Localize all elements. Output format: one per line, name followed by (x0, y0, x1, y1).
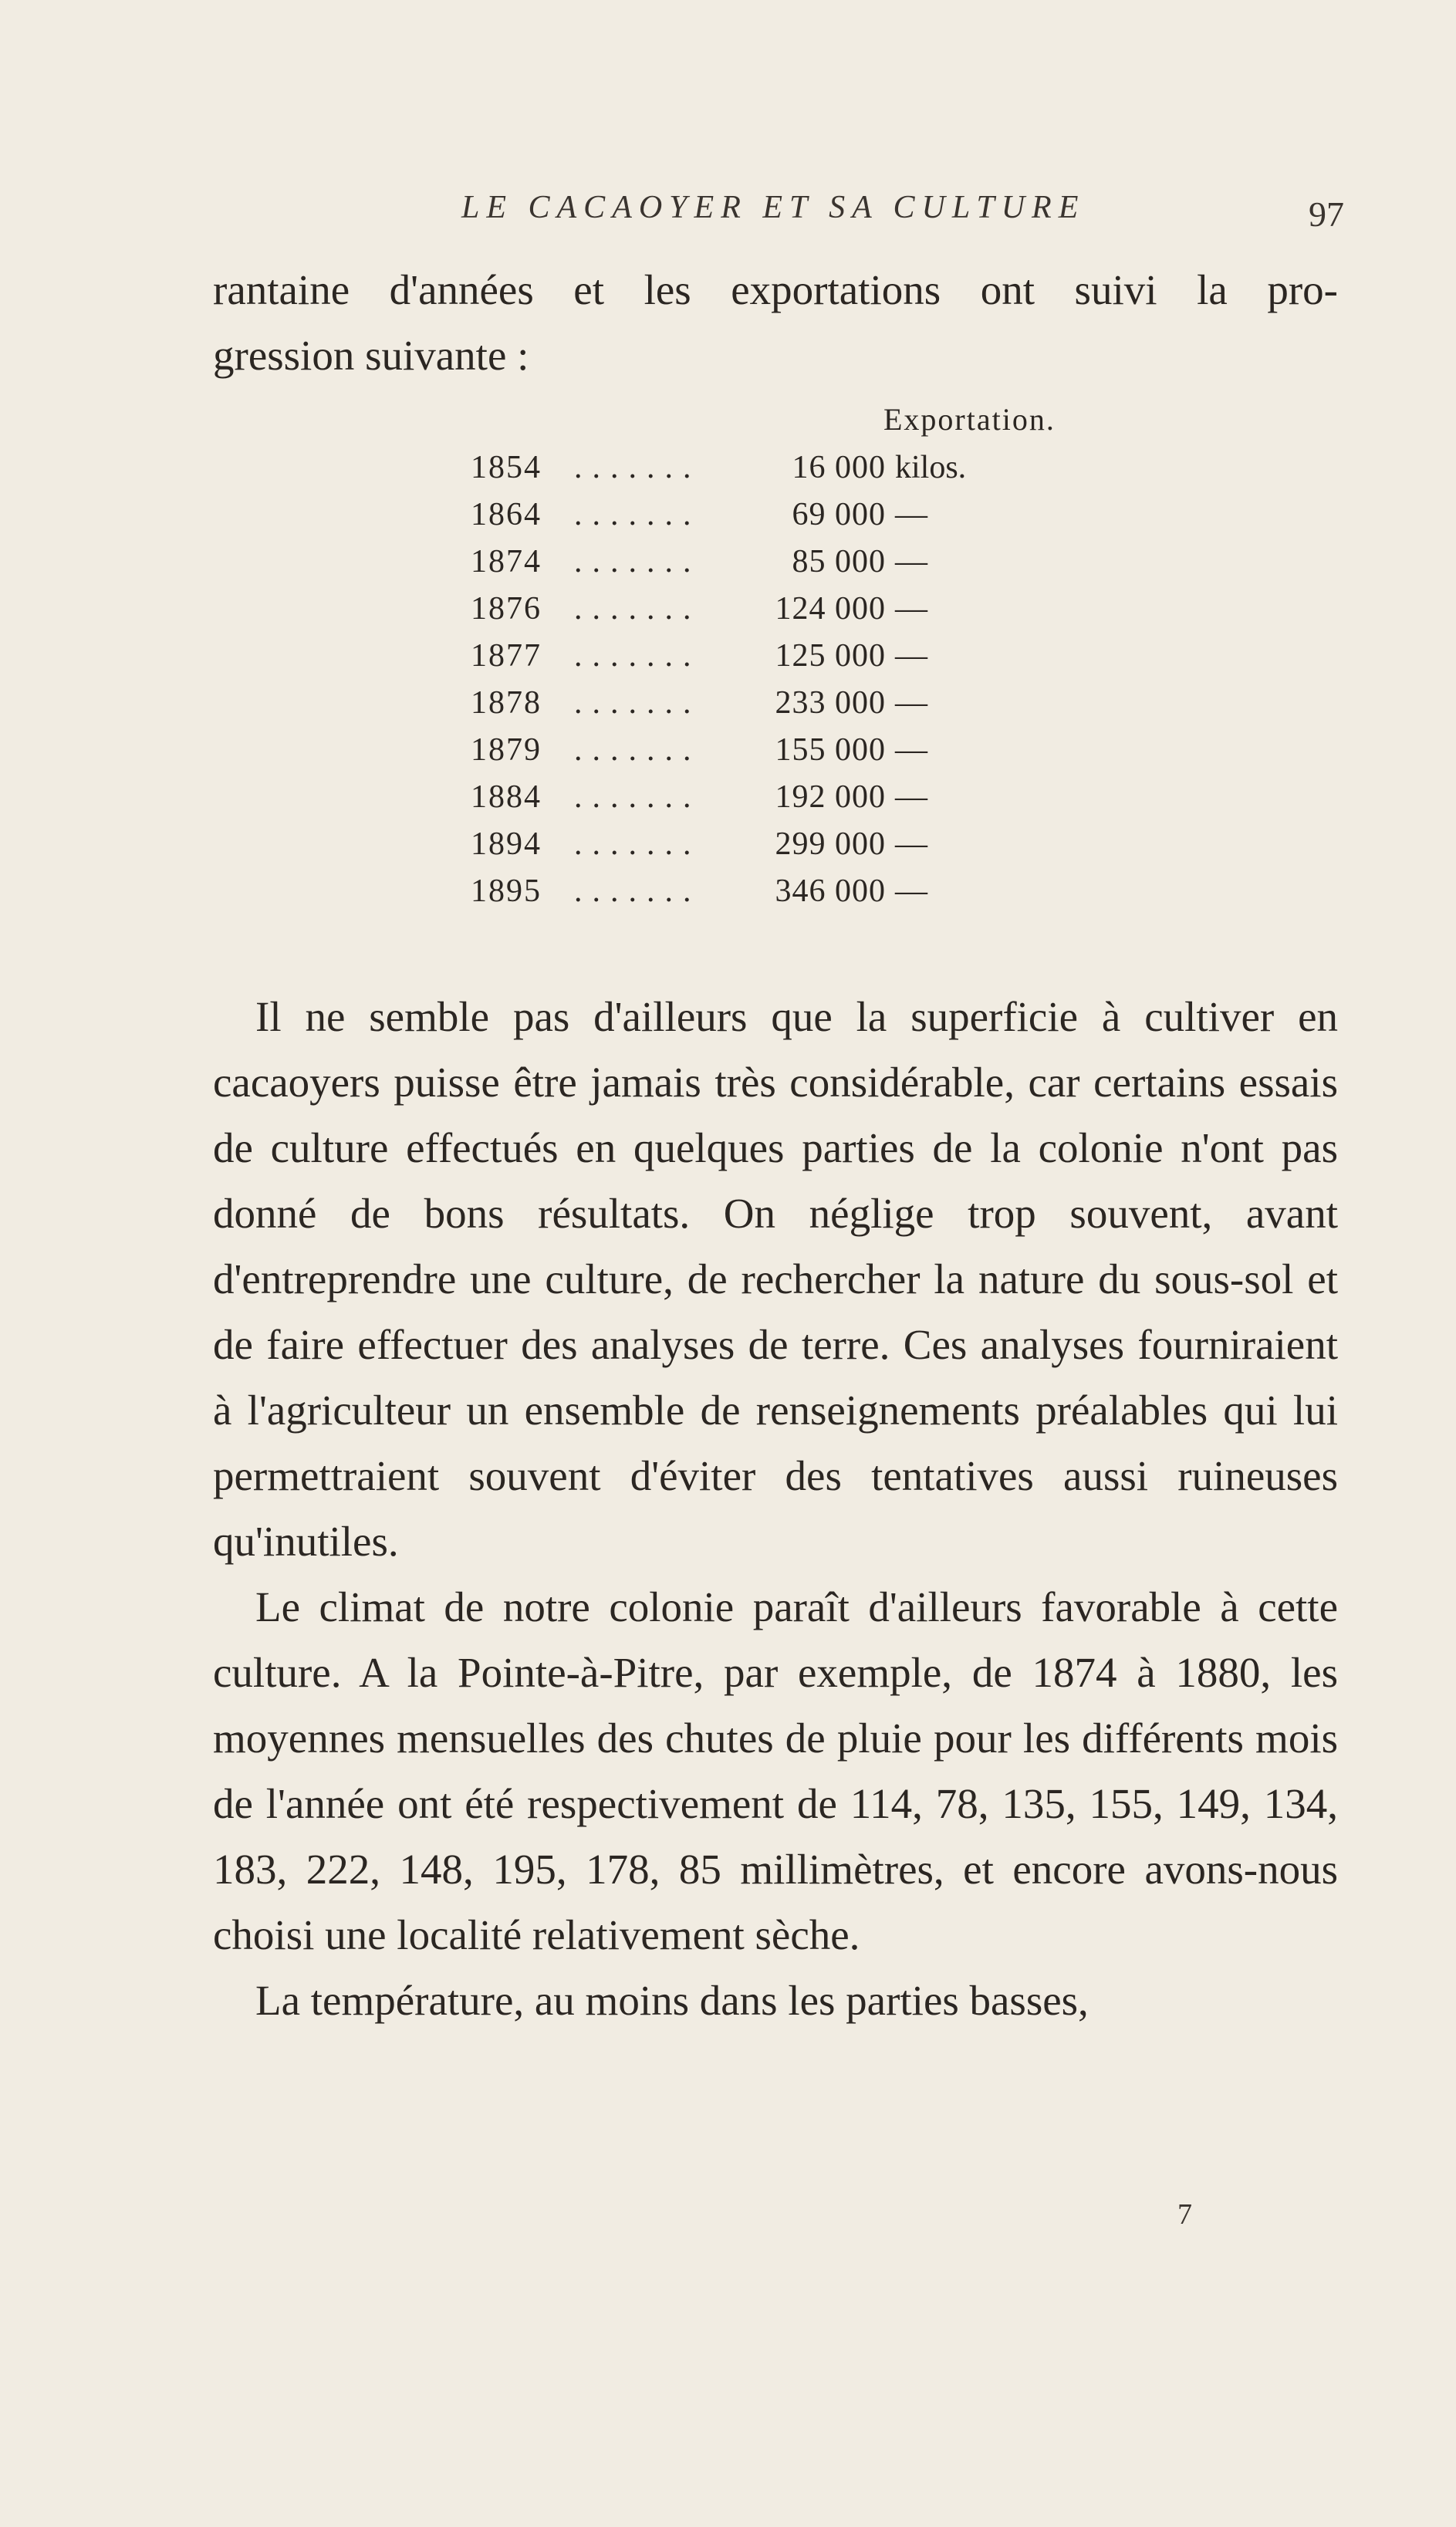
table-unit: — (895, 779, 927, 815)
paragraph-temperature: La température, au moins dans les parties basses, (255, 1977, 1089, 2024)
table-column-header: Exportation. (883, 402, 1056, 437)
running-title: LE CACAOYER ET SA CULTURE (461, 190, 1086, 225)
table-amount: 16 000 (792, 450, 886, 485)
table-row (471, 731, 1088, 779)
running-head (0, 189, 1456, 243)
paragraph-climate: Le climat de notre colonie paraît d'ailleurs favorable à cette culture. A la Pointe-à-Pitre, par exemple, de 1874 à 1880, les moyennes mensuelles des chutes de pluie pour les différents mois de l'année ont été respectivement de 114, 78, 135, 155, 149, 134, 183, 222, 148, 195, 178, 85 millimètres, et encore avons-nous choisi une localité relativement sèche. (213, 1583, 1338, 1958)
table-leader: ....... (574, 450, 701, 485)
table-amount: 155 000 (775, 732, 886, 768)
table-row (471, 496, 1088, 544)
table-row (471, 826, 1088, 873)
table-row (471, 684, 1088, 732)
table-amount: 346 000 (775, 873, 886, 909)
table-row (471, 543, 1088, 591)
table-row (471, 449, 1088, 497)
table-row (471, 873, 1088, 921)
paragraph-soil: Il ne semble pas d'ailleurs que la superficie à cultiver en cacaoyers puisse être jamais très considérable, car certains essais de culture effectués en quelques parties de la colonie n'ont pas donné de bons résultats. On néglige trop souvent, avant d'entreprendre une culture, de rechercher la nature du sous-sol et de faire effectuer des analyses de terre. Ces analyses fourniraient à l'agriculteur un ensemble de renseignements préalables qui lui permettraient souvent d'éviter des tentatives aussi ruineuses qu'inutiles. (213, 993, 1338, 1565)
table-leader: ....... (574, 497, 701, 532)
table-unit: — (895, 497, 927, 532)
table-leader: ....... (574, 638, 701, 674)
body-text (213, 984, 1338, 2033)
intro-line-2: gression suivante : (213, 332, 529, 379)
table-leader: ....... (574, 873, 701, 909)
table-unit: — (895, 638, 927, 674)
table-year: 1884 (471, 779, 542, 815)
table-unit: kilos. (895, 450, 967, 485)
table-unit: — (895, 732, 927, 768)
page-number: 97 (1309, 194, 1344, 234)
table-year: 1879 (471, 732, 542, 768)
table-year: 1864 (471, 497, 542, 532)
table-unit: — (895, 873, 927, 909)
table-year: 1895 (471, 873, 542, 909)
table-unit: — (895, 826, 927, 862)
table-row (471, 779, 1088, 826)
table-unit: — (895, 591, 927, 627)
table-amount: 125 000 (775, 638, 886, 674)
table-year: 1877 (471, 638, 542, 674)
table-leader: ....... (574, 544, 701, 579)
table-row (471, 590, 1088, 638)
table-leader: ....... (574, 732, 701, 768)
table-leader: ....... (574, 779, 701, 815)
table-unit: — (895, 685, 927, 721)
signature-mark: 7 (1177, 2198, 1192, 2231)
table-unit: — (895, 544, 927, 579)
table-amount: 69 000 (792, 497, 886, 532)
table-amount: 233 000 (775, 685, 886, 721)
table-row (471, 637, 1088, 685)
table-year: 1878 (471, 685, 542, 721)
table-leader: ....... (574, 685, 701, 721)
table-year: 1874 (471, 544, 542, 579)
table-leader: ....... (574, 591, 701, 627)
table-amount: 124 000 (775, 591, 886, 627)
table-amount: 192 000 (775, 779, 886, 815)
intro-text (213, 257, 1338, 388)
intro-line-1: rantaine d'années et les exportations ont suivi la pro- (213, 266, 1338, 313)
table-amount: 299 000 (775, 826, 886, 862)
table-amount: 85 000 (792, 544, 886, 579)
table-leader: ....... (574, 826, 701, 862)
table-year: 1876 (471, 591, 542, 627)
table-year: 1854 (471, 450, 542, 485)
table-year: 1894 (471, 826, 542, 862)
